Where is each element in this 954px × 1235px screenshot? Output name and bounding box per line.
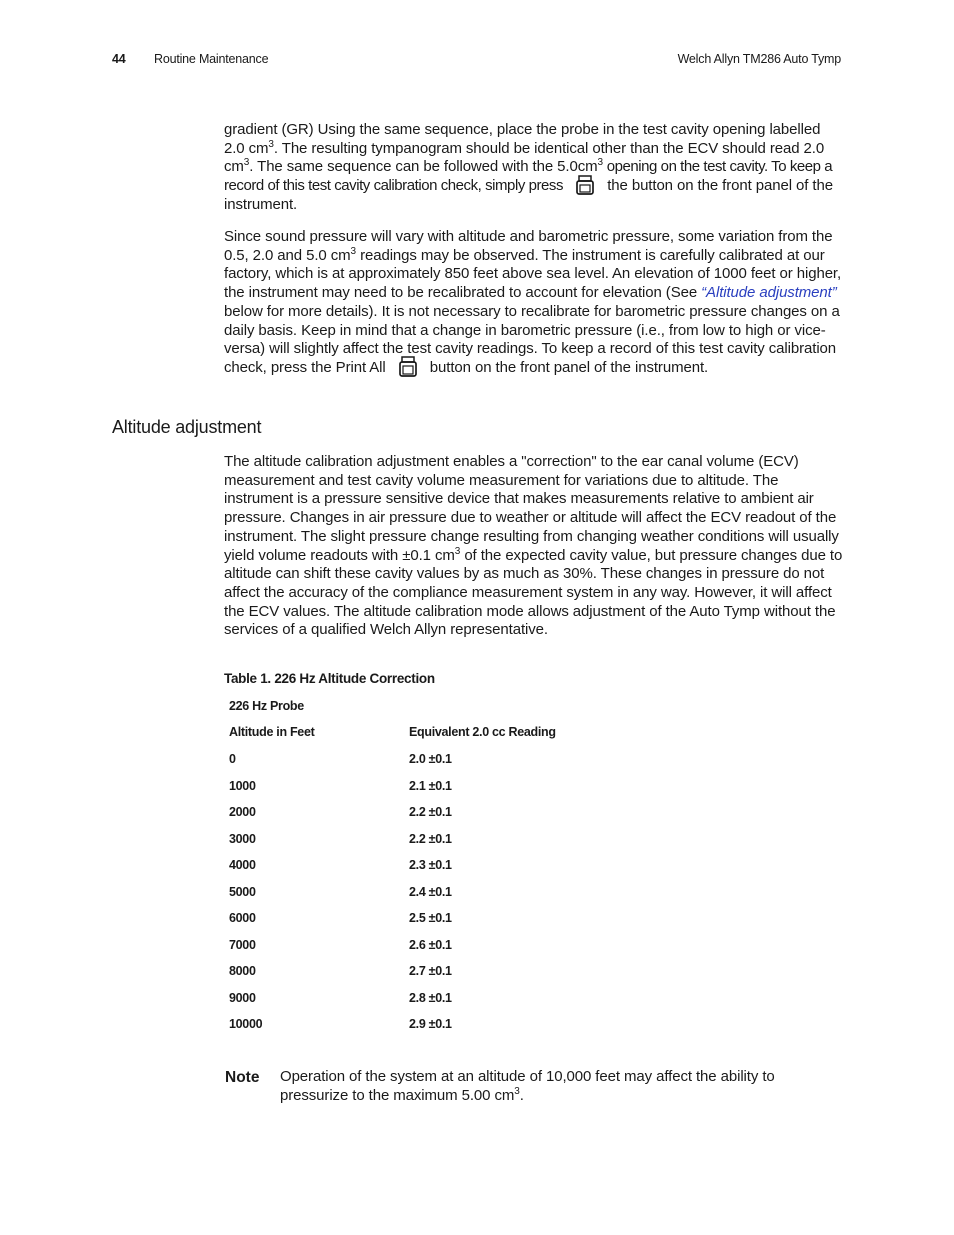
note-text [280,1068,840,1105]
superscript: 3 [597,157,603,169]
para2-text-2: readings may be observed. The instrument is carefully calibrated at our factory, which is at approximately 850 feet above sea level. An elevation of 1000 feet or higher, the instrument may need to be recalibrated to account for elevation (See [224,246,842,302]
table-header-altitude: Altitude in Feet [229,725,315,739]
reading-cell: 2.8 ±0.1 [409,990,452,1005]
paragraph-altitude-calibration [224,453,844,640]
table-row [229,938,629,965]
table-row [229,752,629,779]
para1-text-5: the button on the front panel of the instrument. [224,177,833,213]
running-header-section: Routine Maintenance [154,52,269,66]
reading-cell: 2.5 ±0.1 [409,911,452,925]
altitude-cell: 9000 [229,990,256,1005]
para3-text-2: of the expected cavity value, but pressure changes due to altitude can shift these cavity values by as much as 30%. These changes in pressure do not affect the accuracy of the compliance measurement system in any way. However, it will affect the ECV values. The altitude calibration mode allows adjustment of the Auto Tymp without the services of a qualified Welch Allyn representative. [224,546,843,639]
altitude-cell: 3000 [229,831,256,846]
reading-cell: 2.9 ±0.1 [409,1017,452,1031]
altitude-cell: 0 [229,752,236,766]
note-label: Note [225,1069,260,1086]
reading-cell: 2.7 ±0.1 [409,964,452,978]
superscript: 3 [454,545,461,557]
note-text-1: Operation of the system at an altitude of 10,000 feet may affect the ability to pressurize to the maximum 5.00 cm [280,1068,775,1104]
reading-cell: 2.2 ±0.1 [409,831,452,846]
altitude-cell: 7000 [229,937,256,952]
table-row [229,964,629,991]
superscript: 3 [350,245,356,257]
altitude-cell: 8000 [229,964,256,978]
altitude-cell: 10000 [229,1017,263,1031]
running-header-product: Welch Allyn TM286 Auto Tymp [677,52,841,66]
para1-text-2: . The resulting tympanogram should be identical other than the ECV should read 2.0 cm [224,139,825,176]
altitude-cell: 4000 [229,858,256,872]
paragraph-sound-pressure [224,228,844,378]
para1-text-4: opening on the test cavity. To keep a record of this test cavity calibration check, simply press [224,158,833,195]
table-row [229,832,629,859]
altitude-correction-table [229,752,629,1044]
altitude-cell: 2000 [229,805,256,819]
reading-cell: 2.2 ±0.1 [409,805,452,819]
para3-text-1: The altitude calibration adjustment enables a "correction" to the ear canal volume (ECV) measurement and test cavity volume measurement for variations due to altitude. The instrument is a pressure sensitive device that makes measurements relative to ambient air pressure. Changes in air pressure due to weather or altitude will affect the ECV readout of the instrument. The slight pressure change resulting from changing weather conditions will usually yield volume readouts with ±0.1 cm [224,453,839,564]
para2-text-1: Since sound pressure will vary with altitude and barometric pressure, some variation from the 0.5, 2.0 and 5.0 cm [224,228,833,264]
table-row [229,779,629,806]
reading-cell: 2.3 ±0.1 [409,858,452,872]
table-row [229,805,629,832]
printer-icon [394,359,422,377]
table-row [229,911,629,938]
para1-text-1: gradient (GR) Using the same sequence, place the probe in the test cavity opening labelled 2.0 cm [224,121,821,157]
section-heading-altitude-adjustment: Altitude adjustment [112,417,262,437]
superscript: 3 [243,157,250,169]
table-header-reading: Equivalent 2.0 cc Reading [409,725,556,739]
table-row [229,1017,629,1044]
superscript: 3 [268,138,274,150]
reading-cell: 2.4 ±0.1 [409,884,452,899]
altitude-cell: 6000 [229,911,256,925]
reading-cell: 2.0 ±0.1 [409,752,452,766]
printer-icon [571,177,599,195]
altitude-adjustment-link[interactable]: “Altitude adjustment” [701,284,837,302]
altitude-cell: 1000 [229,778,256,793]
reading-cell: 2.1 ±0.1 [409,778,452,793]
superscript: 3 [514,1085,520,1097]
para1-text-3: . The same sequence can be followed with the 5.0cm [249,158,598,176]
altitude-cell: 5000 [229,884,256,899]
table-row [229,991,629,1018]
table-row [229,858,629,885]
page-number: 44 [112,52,126,66]
para2-text-3: below for more details). It is not necessary to recalibrate for barometric pressure changes on a daily basis. Keep in mind that a change in barometric pressure (i.e., from low to high or vice-versa) will slightly affect the test cavity readings. To keep a record of this test cavity calibration check, press the Print All [224,302,840,376]
paragraph-test-cavity [224,121,844,215]
table-caption: Table 1. 226 Hz Altitude Correction [224,671,435,686]
table-probe-label: 226 Hz Probe [229,699,304,713]
note-text-2: . [519,1086,524,1104]
table-row [229,885,629,912]
reading-cell: 2.6 ±0.1 [409,937,452,952]
para2-text-4: button on the front panel of the instrument. [429,358,709,376]
